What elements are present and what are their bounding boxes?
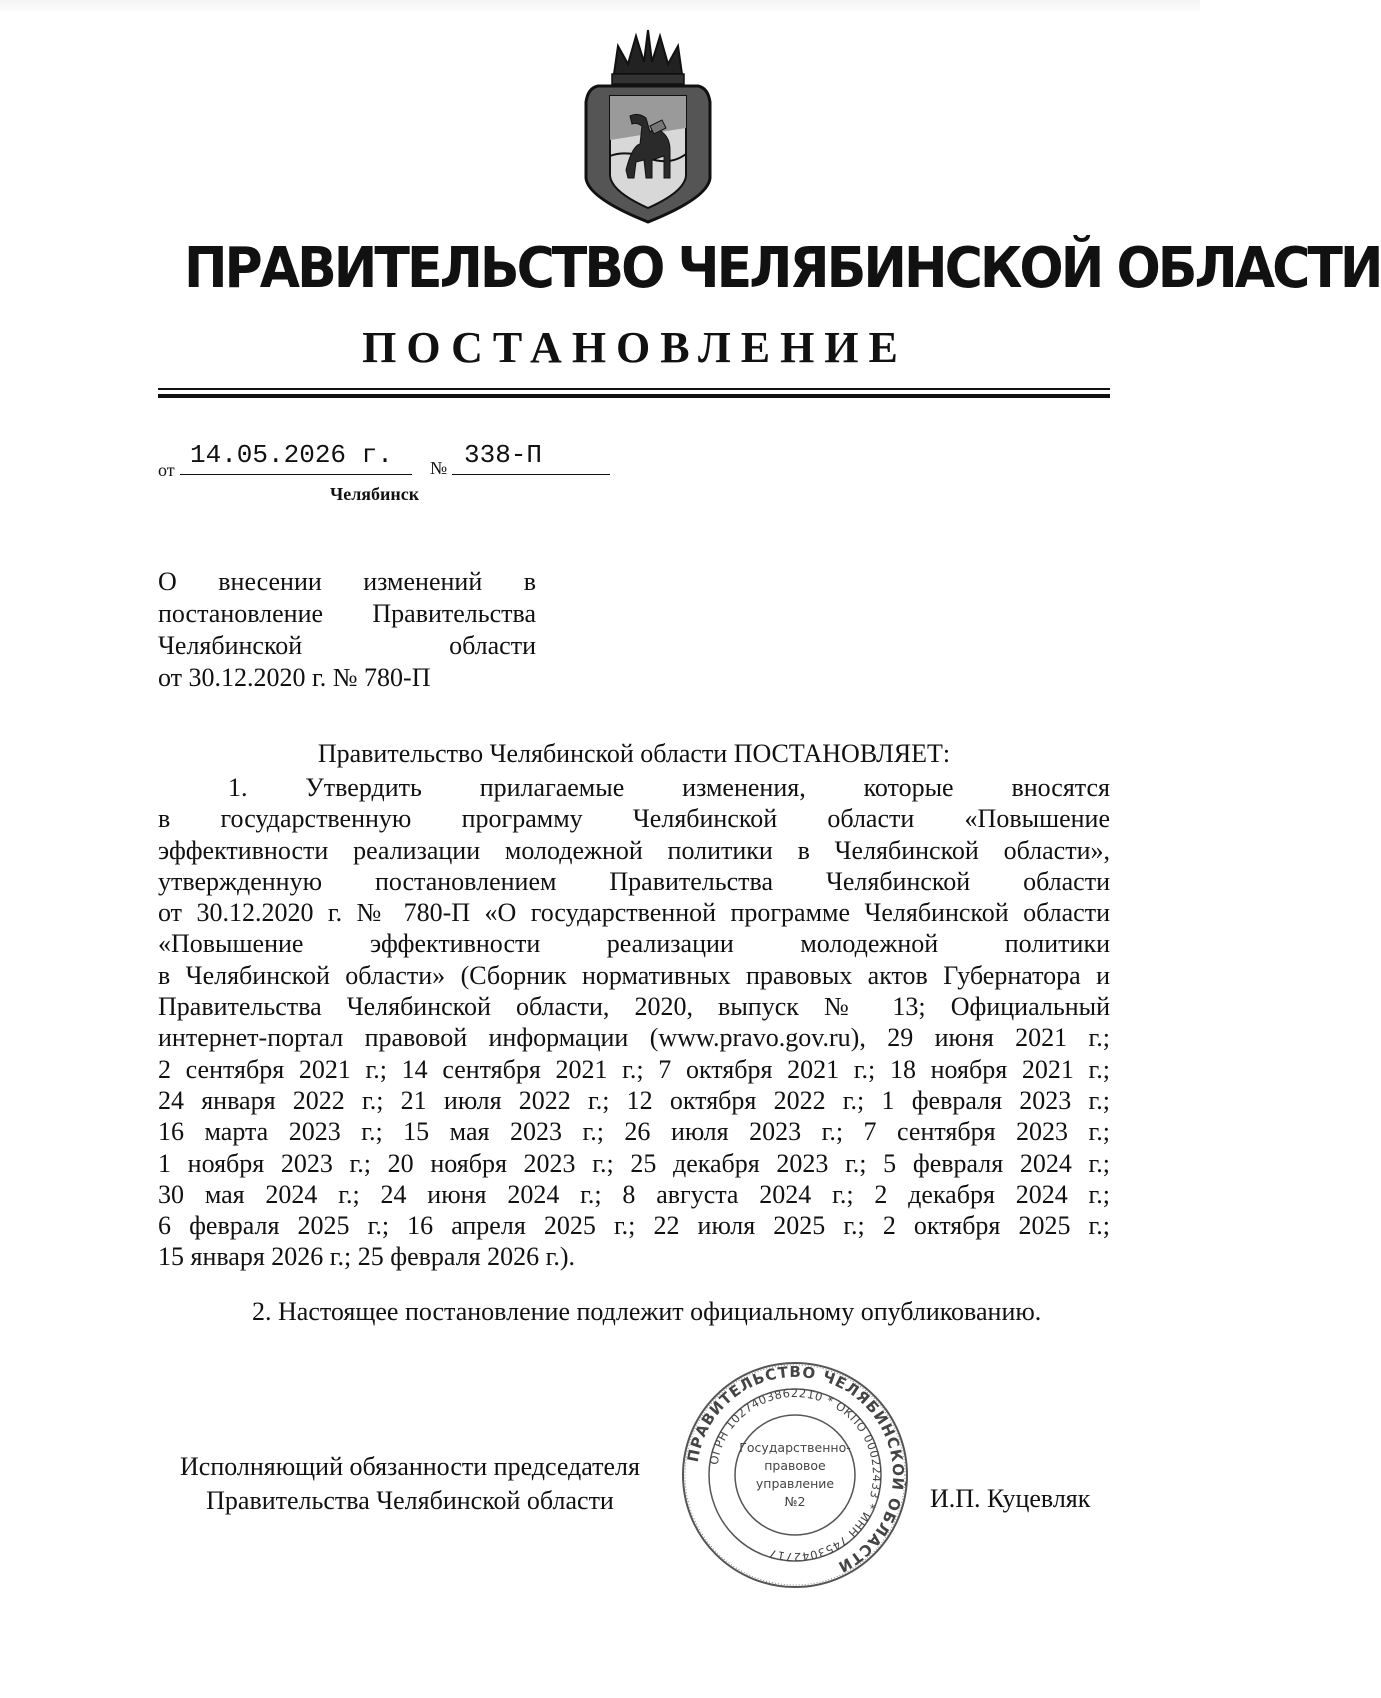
body-line: от 30.12.2020 г. № 780-П «О государственной программе Челябинской области [158, 898, 1110, 928]
header-rule-thick [158, 394, 1110, 398]
signatory-name: И.П. Куцевляк [930, 1484, 1091, 1513]
coat-of-arms-icon [566, 28, 730, 224]
signatory-title-line: Правительства Челябинской области [206, 1486, 614, 1515]
body-line: интернет-портал правовой информации (www.pravo.gov.ru), 29 июня 2021 г.; [158, 1023, 1110, 1053]
item-1 [158, 772, 1110, 1273]
document-date: 14.05.2026 г. [190, 440, 393, 470]
subject-line: постановление Правительства [158, 599, 536, 628]
body-line: 30 мая 2024 г.; 24 июня 2024 г.; 8 августа 2024 г.; 2 декабря 2024 г.; [158, 1179, 1110, 1209]
document-number: 338-П [464, 440, 543, 470]
subject-line: от 30.12.2020 г. № 780-П [158, 663, 431, 692]
body-line: 24 января 2022 г.; 21 июля 2022 г.; 12 октября 2022 г.; 1 февраля 2023 г.; [158, 1085, 1110, 1115]
subject-line: О внесении изменений в [158, 567, 536, 596]
body-line: 1. Утвердить прилагаемые изменения, которые вносятся [228, 773, 1110, 802]
header-rule-thin [158, 388, 1110, 390]
government-title: ПРАВИТЕЛЬСТВО ЧЕЛЯБИНСКОЙ ОБЛАСТИ [183, 236, 1381, 301]
document-type: ПОСТАНОВЛЕНИЕ [362, 323, 908, 372]
body-line: в государственную программу Челябинской области «Повышение [158, 804, 1110, 834]
stamp-ring-text: ОГРН 1027403862210 * ОКПО 00022433 * ИНН 7453042717 [706, 1385, 885, 1565]
stamp-center-line: Государственно- [739, 1440, 851, 1455]
body-line: 2 сентября 2021 г.; 14 сентября 2021 г.; 7 октября 2021 г.; 18 ноября 2021 г.; [158, 1054, 1110, 1084]
body-line: утвержденную постановлением Правительства Челябинской области [158, 866, 1110, 896]
resolves-line: Правительство Челябинской области ПОСТАНОВЛЯЕТ: [317, 739, 951, 768]
date-prefix: от [158, 460, 175, 480]
body-line: в Челябинской области» (Сборник нормативных правовых актов Губернатора и [158, 960, 1110, 990]
stamp-center-line: правовое [764, 1458, 826, 1473]
registration-row [158, 440, 608, 480]
number-underline [452, 474, 610, 475]
stamp-outer-text: ПРАВИТЕЛЬСТВО ЧЕЛЯБИНСКОЙ ОБЛАСТИ [683, 1362, 908, 1577]
city-name: Челябинск [330, 484, 420, 504]
scan-edge [0, 0, 1200, 14]
signatory-title-line: Исполняющий обязанности председателя [180, 1452, 640, 1481]
item-2: 2. Настоящее постановление подлежит официальному опубликованию. [252, 1297, 1042, 1326]
body-line: 16 марта 2023 г.; 15 мая 2023 г.; 26 июля 2023 г.; 7 сентября 2023 г.; [158, 1117, 1110, 1147]
body-line: 6 февраля 2025 г.; 16 апреля 2025 г.; 22 июля 2025 г.; 2 октября 2025 г.; [158, 1211, 1110, 1241]
number-prefix: № [430, 458, 448, 478]
official-stamp-icon [680, 1360, 910, 1590]
body-line: «Повышение эффективности реализации молодежной политики [158, 929, 1110, 959]
subject-line: Челябинской области [158, 631, 536, 660]
body-line: 1 ноября 2023 г.; 20 ноября 2023 г.; 25 декабря 2023 г.; 5 февраля 2024 г.; [158, 1148, 1110, 1178]
body-line: эффективности реализации молодежной политики в Челябинской области», [158, 835, 1110, 865]
stamp-center-line: управление [755, 1476, 835, 1491]
body-line: 15 января 2026 г.; 25 февраля 2026 г.). [158, 1242, 576, 1272]
document-subject [158, 566, 536, 694]
signatory-title [130, 1450, 690, 1518]
stamp-center-line: №2 [784, 1494, 806, 1509]
body-line: Правительства Челябинской области, 2020, выпуск № 13; Официальный [158, 992, 1110, 1022]
date-underline [180, 474, 412, 475]
